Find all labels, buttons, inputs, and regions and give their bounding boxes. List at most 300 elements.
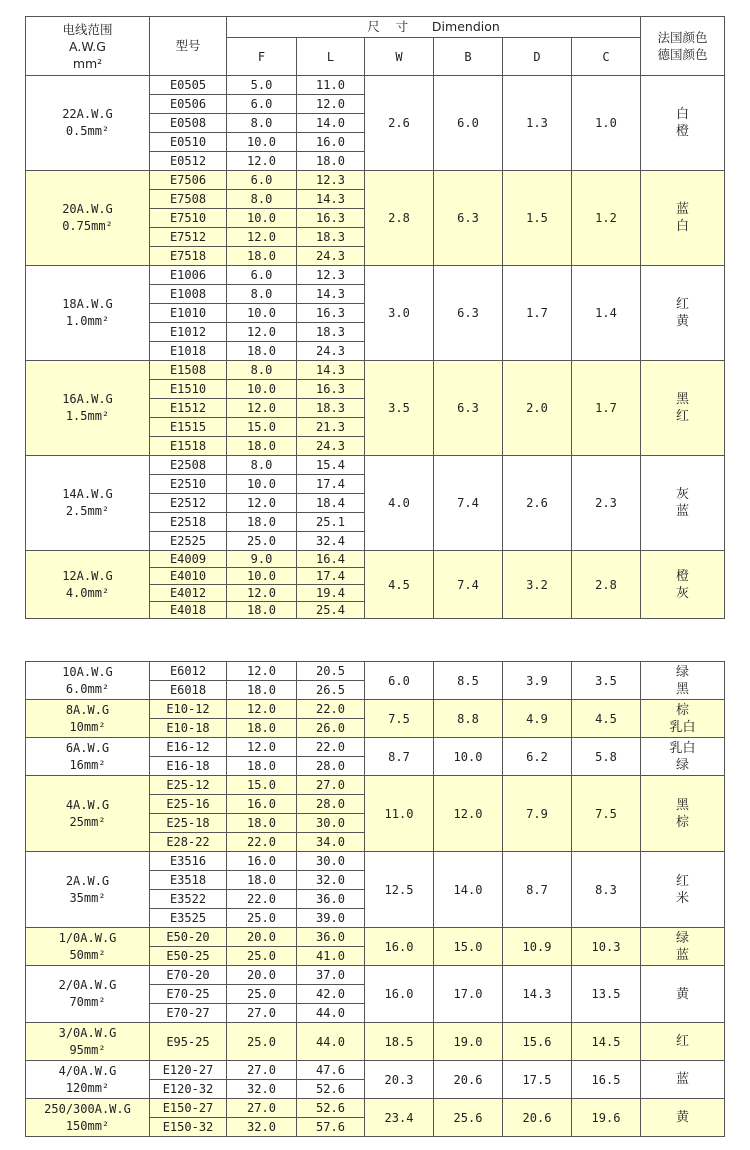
f-value: 27.0	[227, 1099, 297, 1118]
wire-color-cell	[641, 738, 725, 776]
wire-range-cell	[26, 1099, 150, 1137]
f-value: 32.0	[227, 1118, 297, 1137]
model-cell: E2510	[150, 475, 227, 494]
wire-range-cell	[26, 551, 150, 619]
wire-color: 灰	[676, 487, 690, 502]
model-cell: E6012	[150, 662, 227, 681]
l-value: 18.4	[297, 494, 365, 513]
model-cell: E25-18	[150, 814, 227, 833]
w-value: 11.0	[365, 776, 434, 852]
f-value: 12.0	[227, 738, 297, 757]
model-cell: E70-27	[150, 1004, 227, 1023]
table-row	[26, 361, 725, 380]
c-value: 1.4	[572, 266, 641, 361]
wire-color: 红	[676, 297, 690, 312]
wire-range-cell	[26, 171, 150, 266]
f-value: 8.0	[227, 190, 297, 209]
model-cell: E1515	[150, 418, 227, 437]
f-value: 25.0	[227, 909, 297, 928]
model-cell: E150-27	[150, 1099, 227, 1118]
mm2-size: 0.5mm²	[65, 124, 110, 138]
model-cell: E0505	[150, 76, 227, 95]
w-value: 2.8	[365, 171, 434, 266]
l-value: 36.0	[297, 928, 365, 947]
w-value: 16.0	[365, 928, 434, 966]
b-value: 19.0	[434, 1023, 503, 1061]
model-cell: E10-12	[150, 700, 227, 719]
header-col-d: D	[503, 38, 572, 76]
model-cell: E1010	[150, 304, 227, 323]
w-value: 18.5	[365, 1023, 434, 1061]
wire-color: 灰	[676, 585, 690, 601]
c-value: 7.5	[572, 776, 641, 852]
model-cell: E50-25	[150, 947, 227, 966]
model-cell: E3525	[150, 909, 227, 928]
f-value: 6.0	[227, 171, 297, 190]
wire-range-cell	[26, 662, 150, 700]
model-cell: E120-32	[150, 1080, 227, 1099]
l-value: 30.0	[297, 852, 365, 871]
model-cell: E25-16	[150, 795, 227, 814]
l-value: 18.3	[297, 228, 365, 247]
f-value: 22.0	[227, 890, 297, 909]
b-value: 15.0	[434, 928, 503, 966]
model-cell: E0506	[150, 95, 227, 114]
d-value: 17.5	[503, 1061, 572, 1099]
wire-color-cell	[641, 1099, 725, 1137]
l-value: 18.3	[297, 399, 365, 418]
f-value: 8.0	[227, 456, 297, 475]
mm2-size: 25mm²	[69, 814, 106, 829]
model-cell: E70-20	[150, 966, 227, 985]
model-cell: E1006	[150, 266, 227, 285]
wire-range-cell	[26, 361, 150, 456]
l-value: 17.4	[297, 568, 365, 585]
c-value: 16.5	[572, 1061, 641, 1099]
d-value: 20.6	[503, 1099, 572, 1137]
model-cell: E150-32	[150, 1118, 227, 1137]
l-value: 25.1	[297, 513, 365, 532]
header-color-german: 德国颜色	[657, 47, 708, 62]
header-col-l: L	[297, 38, 365, 76]
awg-size: 12A.W.G	[62, 568, 113, 583]
table-row	[26, 1061, 725, 1080]
wire-color: 乳白	[669, 740, 696, 756]
d-value: 7.9	[503, 776, 572, 852]
d-value: 3.2	[503, 551, 572, 619]
f-value: 25.0	[227, 947, 297, 966]
b-value: 10.0	[434, 738, 503, 776]
mm2-size: 35mm²	[69, 890, 106, 905]
model-cell: E1508	[150, 361, 227, 380]
w-value: 2.6	[365, 76, 434, 171]
f-value: 25.0	[227, 1023, 297, 1061]
l-value: 44.0	[297, 1004, 365, 1023]
d-value: 1.7	[503, 266, 572, 361]
b-value: 14.0	[434, 852, 503, 928]
header-model: 型号	[150, 17, 227, 76]
awg-size: 2A.W.G	[65, 873, 110, 888]
d-value: 14.3	[503, 966, 572, 1023]
f-value: 18.0	[227, 513, 297, 532]
model-cell: E0508	[150, 114, 227, 133]
f-value: 25.0	[227, 985, 297, 1004]
header-col-f: F	[227, 38, 297, 76]
b-value: 12.0	[434, 776, 503, 852]
f-value: 12.0	[227, 323, 297, 342]
f-value: 10.0	[227, 475, 297, 494]
w-value: 23.4	[365, 1099, 434, 1137]
w-value: 6.0	[365, 662, 434, 700]
d-value: 4.9	[503, 700, 572, 738]
b-value: 6.3	[434, 266, 503, 361]
l-value: 44.0	[297, 1023, 365, 1061]
f-value: 18.0	[227, 342, 297, 361]
f-value: 12.0	[227, 228, 297, 247]
table-row	[26, 76, 725, 95]
b-value: 7.4	[434, 456, 503, 551]
w-value: 4.0	[365, 456, 434, 551]
c-value: 2.8	[572, 551, 641, 619]
wire-color-cell	[641, 852, 725, 928]
l-value: 26.5	[297, 681, 365, 700]
model-cell: E4012	[150, 585, 227, 602]
l-value: 16.3	[297, 380, 365, 399]
wire-color-cell	[641, 776, 725, 852]
header-awg-label: A.W.G	[69, 38, 106, 54]
c-value: 1.0	[572, 76, 641, 171]
header-col-c: C	[572, 38, 641, 76]
table-row	[26, 456, 725, 475]
model-cell: E7512	[150, 228, 227, 247]
b-value: 20.6	[434, 1061, 503, 1099]
f-value: 10.0	[227, 568, 297, 585]
wire-range-cell	[26, 700, 150, 738]
f-value: 8.0	[227, 285, 297, 304]
l-value: 25.4	[297, 602, 365, 619]
mm2-size: 6.0mm²	[65, 681, 110, 696]
model-cell: E2512	[150, 494, 227, 513]
wire-range-cell	[26, 1023, 150, 1061]
mm2-size: 95mm²	[69, 1042, 106, 1057]
model-cell: E1018	[150, 342, 227, 361]
header-color-french: 法国颜色	[657, 30, 708, 45]
table-row	[26, 551, 725, 568]
model-cell: E6018	[150, 681, 227, 700]
awg-size: 22A.W.G	[62, 107, 113, 121]
model-cell: E7508	[150, 190, 227, 209]
wire-range-cell	[26, 266, 150, 361]
header-wire-range	[26, 17, 150, 76]
d-value: 2.0	[503, 361, 572, 456]
d-value: 10.9	[503, 928, 572, 966]
d-value: 1.3	[503, 76, 572, 171]
l-value: 24.3	[297, 437, 365, 456]
awg-size: 16A.W.G	[62, 392, 113, 406]
wire-color: 蓝	[676, 504, 690, 519]
f-value: 18.0	[227, 681, 297, 700]
model-cell: E3516	[150, 852, 227, 871]
f-value: 18.0	[227, 602, 297, 619]
wire-color: 米	[675, 890, 689, 906]
l-value: 27.0	[297, 776, 365, 795]
l-value: 11.0	[297, 76, 365, 95]
wire-color: 红	[676, 409, 690, 424]
model-cell: E50-20	[150, 928, 227, 947]
wire-color: 黄	[676, 314, 690, 329]
table-row	[26, 852, 725, 871]
d-value: 15.6	[503, 1023, 572, 1061]
l-value: 20.5	[297, 662, 365, 681]
model-cell: E4018	[150, 602, 227, 619]
model-cell: E1510	[150, 380, 227, 399]
model-cell: E95-25	[150, 1023, 227, 1061]
wire-color: 红	[675, 1034, 689, 1049]
l-value: 16.4	[297, 551, 365, 568]
f-value: 12.0	[227, 494, 297, 513]
f-value: 16.0	[227, 795, 297, 814]
wire-color-cell	[641, 266, 725, 361]
wire-range-cell	[26, 76, 150, 171]
l-value: 18.0	[297, 152, 365, 171]
f-value: 9.0	[227, 551, 297, 568]
wire-color: 黑	[675, 797, 689, 813]
wire-range-cell	[26, 966, 150, 1023]
mm2-size: 150mm²	[65, 1118, 110, 1133]
table-row	[26, 1099, 725, 1118]
l-value: 14.3	[297, 190, 365, 209]
c-value: 19.6	[572, 1099, 641, 1137]
wire-color-cell	[641, 76, 725, 171]
wire-color: 白	[676, 107, 690, 122]
f-value: 10.0	[227, 304, 297, 323]
f-value: 22.0	[227, 833, 297, 852]
l-value: 12.3	[297, 266, 365, 285]
f-value: 18.0	[227, 437, 297, 456]
l-value: 16.3	[297, 209, 365, 228]
d-value: 2.6	[503, 456, 572, 551]
awg-size: 14A.W.G	[62, 487, 113, 501]
model-cell: E120-27	[150, 1061, 227, 1080]
mm2-size: 120mm²	[65, 1080, 110, 1095]
table-row	[26, 776, 725, 795]
l-value: 15.4	[297, 456, 365, 475]
f-value: 12.0	[227, 152, 297, 171]
f-value: 15.0	[227, 418, 297, 437]
awg-size: 10A.W.G	[62, 664, 113, 679]
c-value: 14.5	[572, 1023, 641, 1061]
c-value: 5.8	[572, 738, 641, 776]
model-cell: E25-12	[150, 776, 227, 795]
f-value: 8.0	[227, 114, 297, 133]
l-value: 36.0	[297, 890, 365, 909]
wire-range-cell	[26, 928, 150, 966]
header-colors	[641, 17, 725, 76]
l-value: 19.4	[297, 585, 365, 602]
f-value: 18.0	[227, 814, 297, 833]
awg-size: 4A.W.G	[65, 797, 110, 812]
d-value: 3.9	[503, 662, 572, 700]
mm2-size: 1.5mm²	[65, 409, 110, 423]
l-value: 47.6	[297, 1061, 365, 1080]
awg-size: 2/0A.W.G	[58, 978, 117, 992]
l-value: 28.0	[297, 795, 365, 814]
f-value: 15.0	[227, 776, 297, 795]
f-value: 27.0	[227, 1004, 297, 1023]
b-value: 17.0	[434, 966, 503, 1023]
wire-color: 绿	[675, 757, 689, 773]
l-value: 24.3	[297, 247, 365, 266]
model-cell: E1012	[150, 323, 227, 342]
wire-color-cell	[641, 700, 725, 738]
wire-color-cell	[641, 456, 725, 551]
wire-color: 黑	[676, 392, 690, 407]
l-value: 52.6	[297, 1099, 365, 1118]
l-value: 22.0	[297, 700, 365, 719]
wire-range-cell	[26, 456, 150, 551]
wire-color-cell	[641, 1061, 725, 1099]
l-value: 22.0	[297, 738, 365, 757]
model-cell: E1518	[150, 437, 227, 456]
f-value: 25.0	[227, 532, 297, 551]
header-col-w: W	[365, 38, 434, 76]
table-row	[26, 662, 725, 681]
f-value: 12.0	[227, 662, 297, 681]
awg-size: 4/0A.W.G	[58, 1063, 117, 1078]
f-value: 12.0	[227, 399, 297, 418]
model-cell: E10-18	[150, 719, 227, 738]
f-value: 18.0	[227, 719, 297, 738]
wire-color-cell	[641, 662, 725, 700]
l-value: 17.4	[297, 475, 365, 494]
wire-range-cell	[26, 1061, 150, 1099]
table-row	[26, 171, 725, 190]
f-value: 16.0	[227, 852, 297, 871]
w-value: 4.5	[365, 551, 434, 619]
model-cell: E7518	[150, 247, 227, 266]
table-row	[26, 738, 725, 757]
mm2-size: 16mm²	[69, 757, 106, 772]
model-cell: E3522	[150, 890, 227, 909]
awg-size: 8A.W.G	[65, 702, 110, 717]
model-cell: E2508	[150, 456, 227, 475]
l-value: 32.0	[297, 871, 365, 890]
model-cell: E0512	[150, 152, 227, 171]
model-cell: E1008	[150, 285, 227, 304]
wire-color: 绿	[675, 930, 689, 946]
f-value: 12.0	[227, 700, 297, 719]
l-value: 14.3	[297, 285, 365, 304]
w-value: 12.5	[365, 852, 434, 928]
f-value: 10.0	[227, 380, 297, 399]
f-value: 32.0	[227, 1080, 297, 1099]
c-value: 4.5	[572, 700, 641, 738]
l-value: 14.0	[297, 114, 365, 133]
mm2-size: 1.0mm²	[65, 314, 110, 328]
model-cell: E7506	[150, 171, 227, 190]
wire-color-cell	[641, 1023, 725, 1061]
b-value: 25.6	[434, 1099, 503, 1137]
w-value: 8.7	[365, 738, 434, 776]
l-value: 32.4	[297, 532, 365, 551]
l-value: 12.3	[297, 171, 365, 190]
l-value: 21.3	[297, 418, 365, 437]
c-value: 3.5	[572, 662, 641, 700]
l-value: 24.3	[297, 342, 365, 361]
mm2-size: 4.0mm²	[65, 585, 110, 600]
wire-color: 棕	[675, 702, 689, 718]
d-value: 1.5	[503, 171, 572, 266]
b-value: 8.8	[434, 700, 503, 738]
model-cell: E3518	[150, 871, 227, 890]
model-cell: E16-12	[150, 738, 227, 757]
table-row	[26, 928, 725, 947]
table-row	[26, 700, 725, 719]
l-value: 18.3	[297, 323, 365, 342]
awg-size: 18A.W.G	[62, 297, 113, 311]
w-value: 7.5	[365, 700, 434, 738]
header-mm2-label: mm²	[72, 55, 103, 71]
wire-color-cell	[641, 171, 725, 266]
f-value: 8.0	[227, 361, 297, 380]
awg-size: 3/0A.W.G	[58, 1025, 117, 1040]
f-value: 6.0	[227, 266, 297, 285]
c-value: 2.3	[572, 456, 641, 551]
table-row	[26, 1023, 725, 1061]
wire-color: 黑	[675, 681, 689, 697]
wire-color-cell	[641, 551, 725, 619]
c-value: 10.3	[572, 928, 641, 966]
wire-color: 蓝	[675, 1072, 689, 1087]
l-value: 30.0	[297, 814, 365, 833]
l-value: 39.0	[297, 909, 365, 928]
mm2-size: 70mm²	[69, 995, 106, 1009]
model-cell: E7510	[150, 209, 227, 228]
table-row	[26, 266, 725, 285]
model-cell: E4010	[150, 568, 227, 585]
l-value: 34.0	[297, 833, 365, 852]
l-value: 57.6	[297, 1118, 365, 1137]
c-value: 13.5	[572, 966, 641, 1023]
c-value: 8.3	[572, 852, 641, 928]
l-value: 52.6	[297, 1080, 365, 1099]
table-row	[26, 966, 725, 985]
l-value: 37.0	[297, 966, 365, 985]
l-value: 42.0	[297, 985, 365, 1004]
b-value: 6.3	[434, 361, 503, 456]
wire-color: 绿	[675, 664, 689, 680]
b-value: 7.4	[434, 551, 503, 619]
mm2-size: 50mm²	[69, 947, 106, 962]
b-value: 6.0	[434, 76, 503, 171]
l-value: 26.0	[297, 719, 365, 738]
f-value: 20.0	[227, 928, 297, 947]
wire-color: 棕	[675, 814, 689, 830]
model-cell: E70-25	[150, 985, 227, 1004]
model-cell: E2525	[150, 532, 227, 551]
f-value: 18.0	[227, 247, 297, 266]
f-value: 12.0	[227, 585, 297, 602]
header-dimension: 尺 寸 Dimendion	[227, 17, 641, 38]
awg-size: 6A.W.G	[65, 740, 110, 755]
mm2-size: 2.5mm²	[65, 504, 110, 518]
header-wire-range-label: 电线范围	[62, 21, 113, 37]
wire-color: 黄	[675, 1110, 689, 1125]
l-value: 12.0	[297, 95, 365, 114]
w-value: 16.0	[365, 966, 434, 1023]
f-value: 10.0	[227, 133, 297, 152]
model-cell: E1512	[150, 399, 227, 418]
